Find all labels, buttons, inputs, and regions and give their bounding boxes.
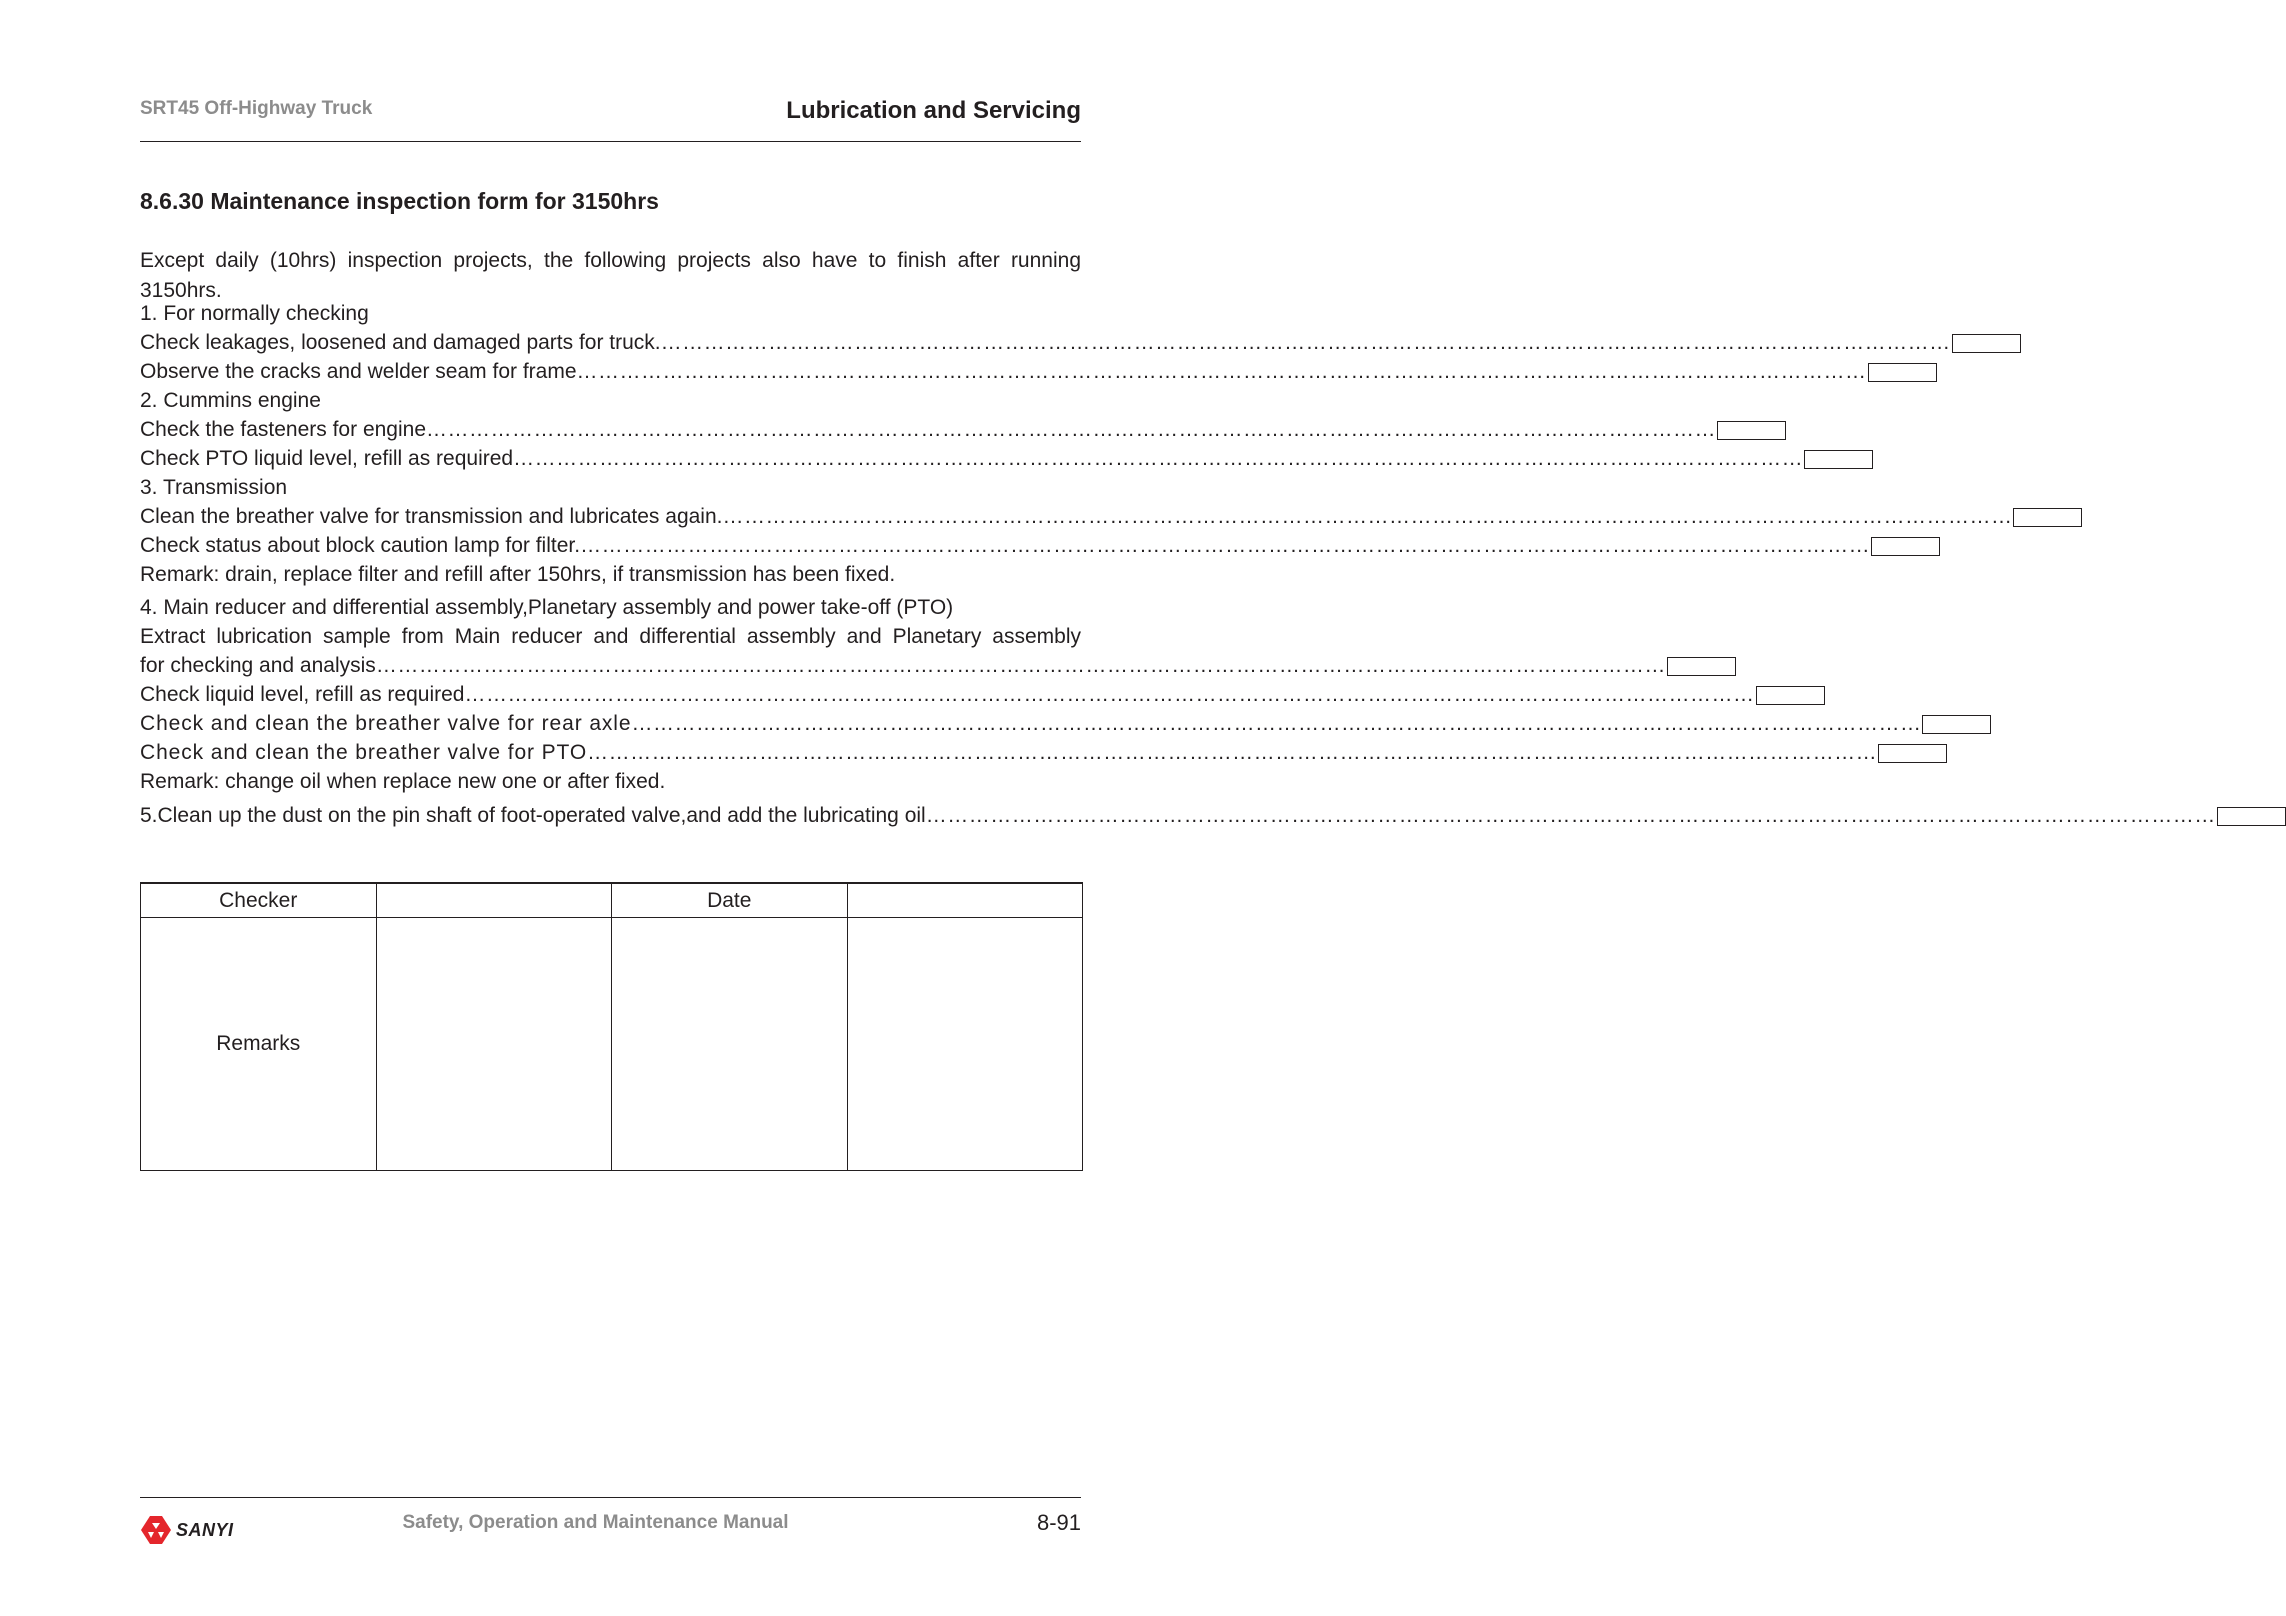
group-heading-transmission: 3. Transmission xyxy=(140,476,288,499)
check-item-label: Check the fasteners for engine xyxy=(140,418,427,441)
check-item-foot-valve-pin xyxy=(140,801,2216,831)
check-item-pto-liquid-level xyxy=(140,444,1804,474)
remarks-field[interactable] xyxy=(847,918,1083,1171)
check-item-frame-cracks xyxy=(140,357,1867,387)
check-item-engine-fasteners xyxy=(140,415,1717,445)
checkbox[interactable] xyxy=(1878,744,1947,763)
page-number: 8-91 xyxy=(1036,1510,1081,1535)
leader-dots: ……………………………………………………………………………………………………………………………………………………………… xyxy=(375,654,1666,677)
remark-oil-change: Remark: change oil when replace new one or after fixed. xyxy=(140,770,666,793)
check-item-label: Check leakages, loosened and damaged parts for truck. xyxy=(140,331,661,354)
date-field[interactable] xyxy=(847,883,1083,918)
group-heading-cummins-engine: 2. Cummins engine xyxy=(140,389,321,412)
section-title: 8.6.30 Maintenance inspection form for 3150hrs xyxy=(140,188,659,214)
checkbox[interactable] xyxy=(1804,450,1873,469)
leader-dots: ……………………………………………………………………………………………………………………………………………………………… xyxy=(464,683,1755,706)
checkbox[interactable] xyxy=(2217,807,2286,826)
leader-dots: ……………………………………………………………………………………………………………………………………………………………… xyxy=(631,712,1922,735)
check-item-liquid-level xyxy=(140,680,1755,710)
check-item-label: 5.Clean up the dust on the pin shaft of foot-operated valve,and add the lubricating oil xyxy=(140,804,926,827)
check-item-pto-breather xyxy=(140,738,1878,768)
leader-dots: ……………………………………………………………………………………………………………………………………………………………… xyxy=(587,741,1878,764)
checkbox[interactable] xyxy=(1952,334,2021,353)
table-row xyxy=(141,883,1083,918)
check-item-rear-axle-breather xyxy=(140,709,1922,739)
group-heading-normal-checking: 1. For normally checking xyxy=(140,302,369,325)
remarks-label: Remarks xyxy=(141,918,377,1171)
header-chapter-title: Lubrication and Servicing xyxy=(786,97,1081,124)
header-document-title: SRT45 Off-Highway Truck xyxy=(140,98,373,119)
check-item-label: Observe the cracks and welder seam for frame xyxy=(140,360,577,383)
leader-dots: ……………………………………………………………………………………………………………………………………………………………… xyxy=(722,505,2013,528)
check-item-label: Check and clean the breather valve for PTO xyxy=(140,741,588,764)
check-item-leakages xyxy=(140,328,1951,358)
leader-dots: ……………………………………………………………………………………………………………………………………………………………… xyxy=(580,534,1871,557)
remarks-field[interactable] xyxy=(376,918,612,1171)
check-item-sample-analysis xyxy=(140,651,1666,681)
footer-manual-title: Safety, Operation and Maintenance Manual xyxy=(402,1512,789,1533)
checker-label: Checker xyxy=(141,883,377,918)
check-item-label: Check and clean the breather valve for rear axle xyxy=(140,712,632,735)
header-divider xyxy=(140,141,1081,142)
checkbox[interactable] xyxy=(1922,715,1991,734)
check-item-lubrication-sample: Extract lubrication sample from Main reducer and differential assembly and Planetary assembly xyxy=(140,625,1081,648)
group-heading-main-reducer: 4. Main reducer and differential assembly,Planetary assembly and power take-off (PTO) xyxy=(140,596,954,619)
intro-paragraph: Except daily (10hrs) inspection projects, the following projects also have to finish after running 3150hrs. xyxy=(140,249,1081,302)
leader-dots: ……………………………………………………………………………………………………………………………………………………………… xyxy=(925,804,2216,827)
leader-dots: ……………………………………………………………………………………………………………………………………………………………… xyxy=(513,447,1804,470)
checkbox[interactable] xyxy=(1717,421,1786,440)
check-item-label: Check status about block caution lamp for filter. xyxy=(140,534,581,557)
check-item-transmission-breather xyxy=(140,502,2013,532)
checkbox[interactable] xyxy=(1868,363,1937,382)
leader-dots: ……………………………………………………………………………………………………………………………………………………………… xyxy=(426,418,1717,441)
signoff-table xyxy=(140,882,1083,1171)
checkbox[interactable] xyxy=(2013,508,2082,527)
leader-dots: ……………………………………………………………………………………………………………………………………………………………… xyxy=(660,331,1951,354)
table-row xyxy=(141,918,1083,1171)
check-item-filter-lamp xyxy=(140,531,1871,561)
check-item-label: Clean the breather valve for transmission and lubricates again. xyxy=(140,505,723,528)
check-item-label: for checking and analysis xyxy=(140,654,376,677)
remark-transmission: Remark: drain, replace filter and refill after 150hrs, if transmission has been fixed. xyxy=(140,563,896,586)
leader-dots: ……………………………………………………………………………………………………………………………………………………………… xyxy=(576,360,1867,383)
checkbox[interactable] xyxy=(1667,657,1736,676)
remarks-field[interactable] xyxy=(612,918,848,1171)
check-item-label: Check PTO liquid level, refill as required xyxy=(140,447,514,470)
checkbox[interactable] xyxy=(1756,686,1825,705)
logo-wordmark: SANYI xyxy=(176,1519,234,1540)
checker-field[interactable] xyxy=(376,883,612,918)
check-item-label: Check liquid level, refill as required xyxy=(140,683,465,706)
checkbox[interactable] xyxy=(1871,537,1940,556)
footer-divider xyxy=(140,1497,1081,1498)
date-label: Date xyxy=(612,883,848,918)
